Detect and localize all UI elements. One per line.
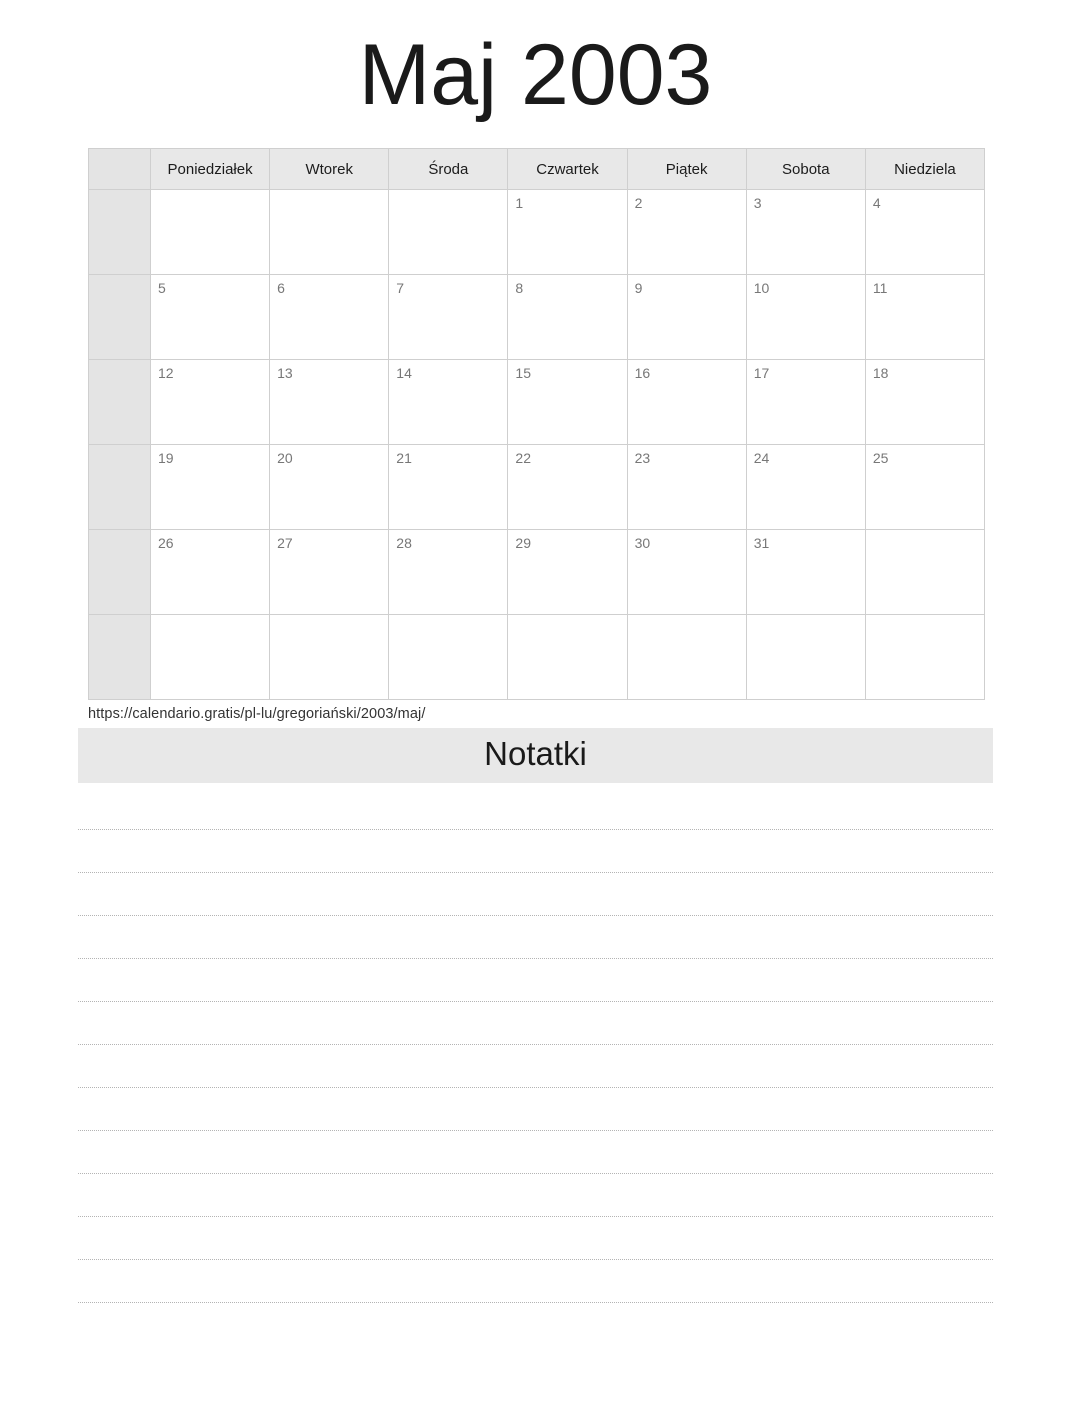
note-line[interactable] bbox=[78, 1088, 993, 1131]
notes-heading: Notatki bbox=[78, 728, 993, 783]
weekday-header-saturday: Sobota bbox=[746, 149, 865, 190]
day-cell[interactable] bbox=[627, 275, 746, 360]
day-cell[interactable] bbox=[389, 445, 508, 530]
day-number: 15 bbox=[515, 365, 531, 382]
note-line[interactable] bbox=[78, 1002, 993, 1045]
day-number: 5 bbox=[158, 280, 166, 297]
day-number: 25 bbox=[872, 450, 889, 467]
day-number: 13 bbox=[277, 365, 293, 382]
day-number: 29 bbox=[515, 535, 531, 552]
day-cell[interactable] bbox=[865, 445, 984, 530]
day-number: 27 bbox=[277, 535, 293, 552]
day-cell[interactable] bbox=[151, 615, 270, 700]
day-number: 17 bbox=[753, 365, 770, 382]
day-number: 11 bbox=[872, 280, 888, 297]
note-line[interactable] bbox=[78, 1217, 993, 1260]
day-cell[interactable] bbox=[151, 530, 270, 615]
day-cell[interactable] bbox=[389, 360, 508, 445]
day-number bbox=[151, 190, 269, 196]
note-line[interactable] bbox=[78, 1045, 993, 1088]
notes-lines[interactable] bbox=[78, 783, 993, 1303]
note-line[interactable] bbox=[78, 959, 993, 1002]
day-cell[interactable] bbox=[270, 530, 389, 615]
day-cell[interactable] bbox=[746, 275, 865, 360]
day-cell[interactable] bbox=[746, 530, 865, 615]
calendar-container bbox=[0, 148, 1071, 700]
day-number: 21 bbox=[396, 450, 412, 467]
day-cell[interactable] bbox=[508, 445, 627, 530]
note-line[interactable] bbox=[78, 1131, 993, 1174]
day-cell[interactable] bbox=[389, 530, 508, 615]
day-number: 19 bbox=[158, 450, 174, 467]
day-cell[interactable] bbox=[627, 445, 746, 530]
day-cell[interactable] bbox=[508, 615, 627, 700]
day-number: 9 bbox=[634, 280, 643, 297]
day-cell[interactable] bbox=[151, 360, 270, 445]
calendar-week-row bbox=[89, 530, 985, 615]
day-cell[interactable] bbox=[151, 275, 270, 360]
day-cell[interactable] bbox=[270, 445, 389, 530]
day-number: 3 bbox=[753, 195, 762, 212]
day-cell[interactable] bbox=[389, 615, 508, 700]
day-number: 24 bbox=[753, 450, 770, 467]
day-cell[interactable] bbox=[270, 360, 389, 445]
day-number: 28 bbox=[396, 535, 412, 552]
day-number: 1 bbox=[515, 195, 524, 212]
day-cell[interactable] bbox=[389, 190, 508, 275]
day-cell[interactable] bbox=[270, 275, 389, 360]
day-number: 16 bbox=[634, 365, 651, 382]
day-cell[interactable] bbox=[508, 530, 627, 615]
day-cell[interactable] bbox=[865, 530, 984, 615]
weekday-header-friday: Piątek bbox=[627, 149, 746, 190]
day-cell[interactable] bbox=[865, 615, 984, 700]
weekday-header-thursday: Czwartek bbox=[508, 149, 627, 190]
note-line[interactable] bbox=[78, 830, 993, 873]
day-cell[interactable] bbox=[270, 615, 389, 700]
day-number: 2 bbox=[634, 195, 643, 212]
note-line[interactable] bbox=[78, 1174, 993, 1217]
calendar-body bbox=[89, 190, 985, 700]
day-cell[interactable] bbox=[865, 190, 984, 275]
day-number: 18 bbox=[872, 365, 889, 382]
page-title: Maj 2003 bbox=[358, 27, 713, 123]
day-number: 31 bbox=[753, 535, 770, 552]
day-number bbox=[866, 530, 984, 536]
day-cell[interactable] bbox=[746, 445, 865, 530]
day-number: 8 bbox=[515, 280, 524, 297]
day-cell[interactable] bbox=[746, 615, 865, 700]
weekday-header-wednesday: Środa bbox=[389, 149, 508, 190]
day-number: 4 bbox=[872, 195, 881, 212]
day-cell[interactable] bbox=[865, 360, 984, 445]
calendar-week-row bbox=[89, 190, 985, 275]
day-number bbox=[270, 190, 388, 196]
day-cell[interactable] bbox=[627, 615, 746, 700]
week-number-cell bbox=[89, 360, 151, 445]
calendar-week-row bbox=[89, 445, 985, 530]
week-number-cell bbox=[89, 190, 151, 275]
day-number: 26 bbox=[158, 535, 174, 552]
day-cell[interactable] bbox=[508, 190, 627, 275]
day-cell[interactable] bbox=[151, 445, 270, 530]
note-line[interactable] bbox=[78, 787, 993, 830]
day-cell[interactable] bbox=[508, 275, 627, 360]
day-number bbox=[747, 615, 865, 621]
day-number: 12 bbox=[158, 365, 174, 382]
day-number: 14 bbox=[396, 365, 412, 382]
day-cell[interactable] bbox=[627, 530, 746, 615]
week-number-cell bbox=[89, 445, 151, 530]
day-number bbox=[389, 190, 507, 196]
day-cell[interactable] bbox=[151, 190, 270, 275]
day-number bbox=[866, 615, 984, 621]
day-number bbox=[151, 615, 269, 621]
day-cell[interactable] bbox=[389, 275, 508, 360]
day-number: 22 bbox=[515, 450, 531, 467]
day-number bbox=[270, 615, 388, 621]
day-cell[interactable] bbox=[746, 190, 865, 275]
calendar-table bbox=[88, 148, 985, 700]
note-line[interactable] bbox=[78, 873, 993, 916]
day-cell[interactable] bbox=[627, 190, 746, 275]
day-number: 23 bbox=[634, 450, 651, 467]
day-number: 20 bbox=[277, 450, 293, 467]
day-number: 7 bbox=[396, 280, 405, 297]
day-cell[interactable] bbox=[627, 360, 746, 445]
weeknum-header bbox=[89, 149, 151, 190]
day-cell[interactable] bbox=[865, 275, 984, 360]
weekday-header-monday: Poniedziałek bbox=[151, 149, 270, 190]
day-number: 30 bbox=[634, 535, 651, 552]
day-number bbox=[389, 615, 507, 621]
calendar-week-row bbox=[89, 615, 985, 700]
week-number-cell bbox=[89, 275, 151, 360]
calendar-header-row bbox=[89, 149, 985, 190]
day-number: 6 bbox=[277, 280, 285, 297]
calendar-page bbox=[0, 27, 1071, 1416]
notes-section bbox=[0, 728, 1071, 1303]
day-number: 10 bbox=[753, 280, 770, 297]
note-line[interactable] bbox=[78, 916, 993, 959]
week-number-cell bbox=[89, 530, 151, 615]
day-cell[interactable] bbox=[746, 360, 865, 445]
day-cell[interactable] bbox=[270, 190, 389, 275]
weekday-header-sunday: Niedziela bbox=[865, 149, 984, 190]
day-cell[interactable] bbox=[508, 360, 627, 445]
calendar-week-row bbox=[89, 360, 985, 445]
source-url[interactable]: https://calendario.gratis/pl-lu/gregoriański/2003/maj/ bbox=[88, 706, 426, 723]
week-number-cell bbox=[89, 615, 151, 700]
calendar-week-row bbox=[89, 275, 985, 360]
day-number bbox=[508, 615, 626, 621]
day-number bbox=[628, 615, 746, 621]
note-line[interactable] bbox=[78, 1260, 993, 1303]
weekday-header-tuesday: Wtorek bbox=[270, 149, 389, 190]
